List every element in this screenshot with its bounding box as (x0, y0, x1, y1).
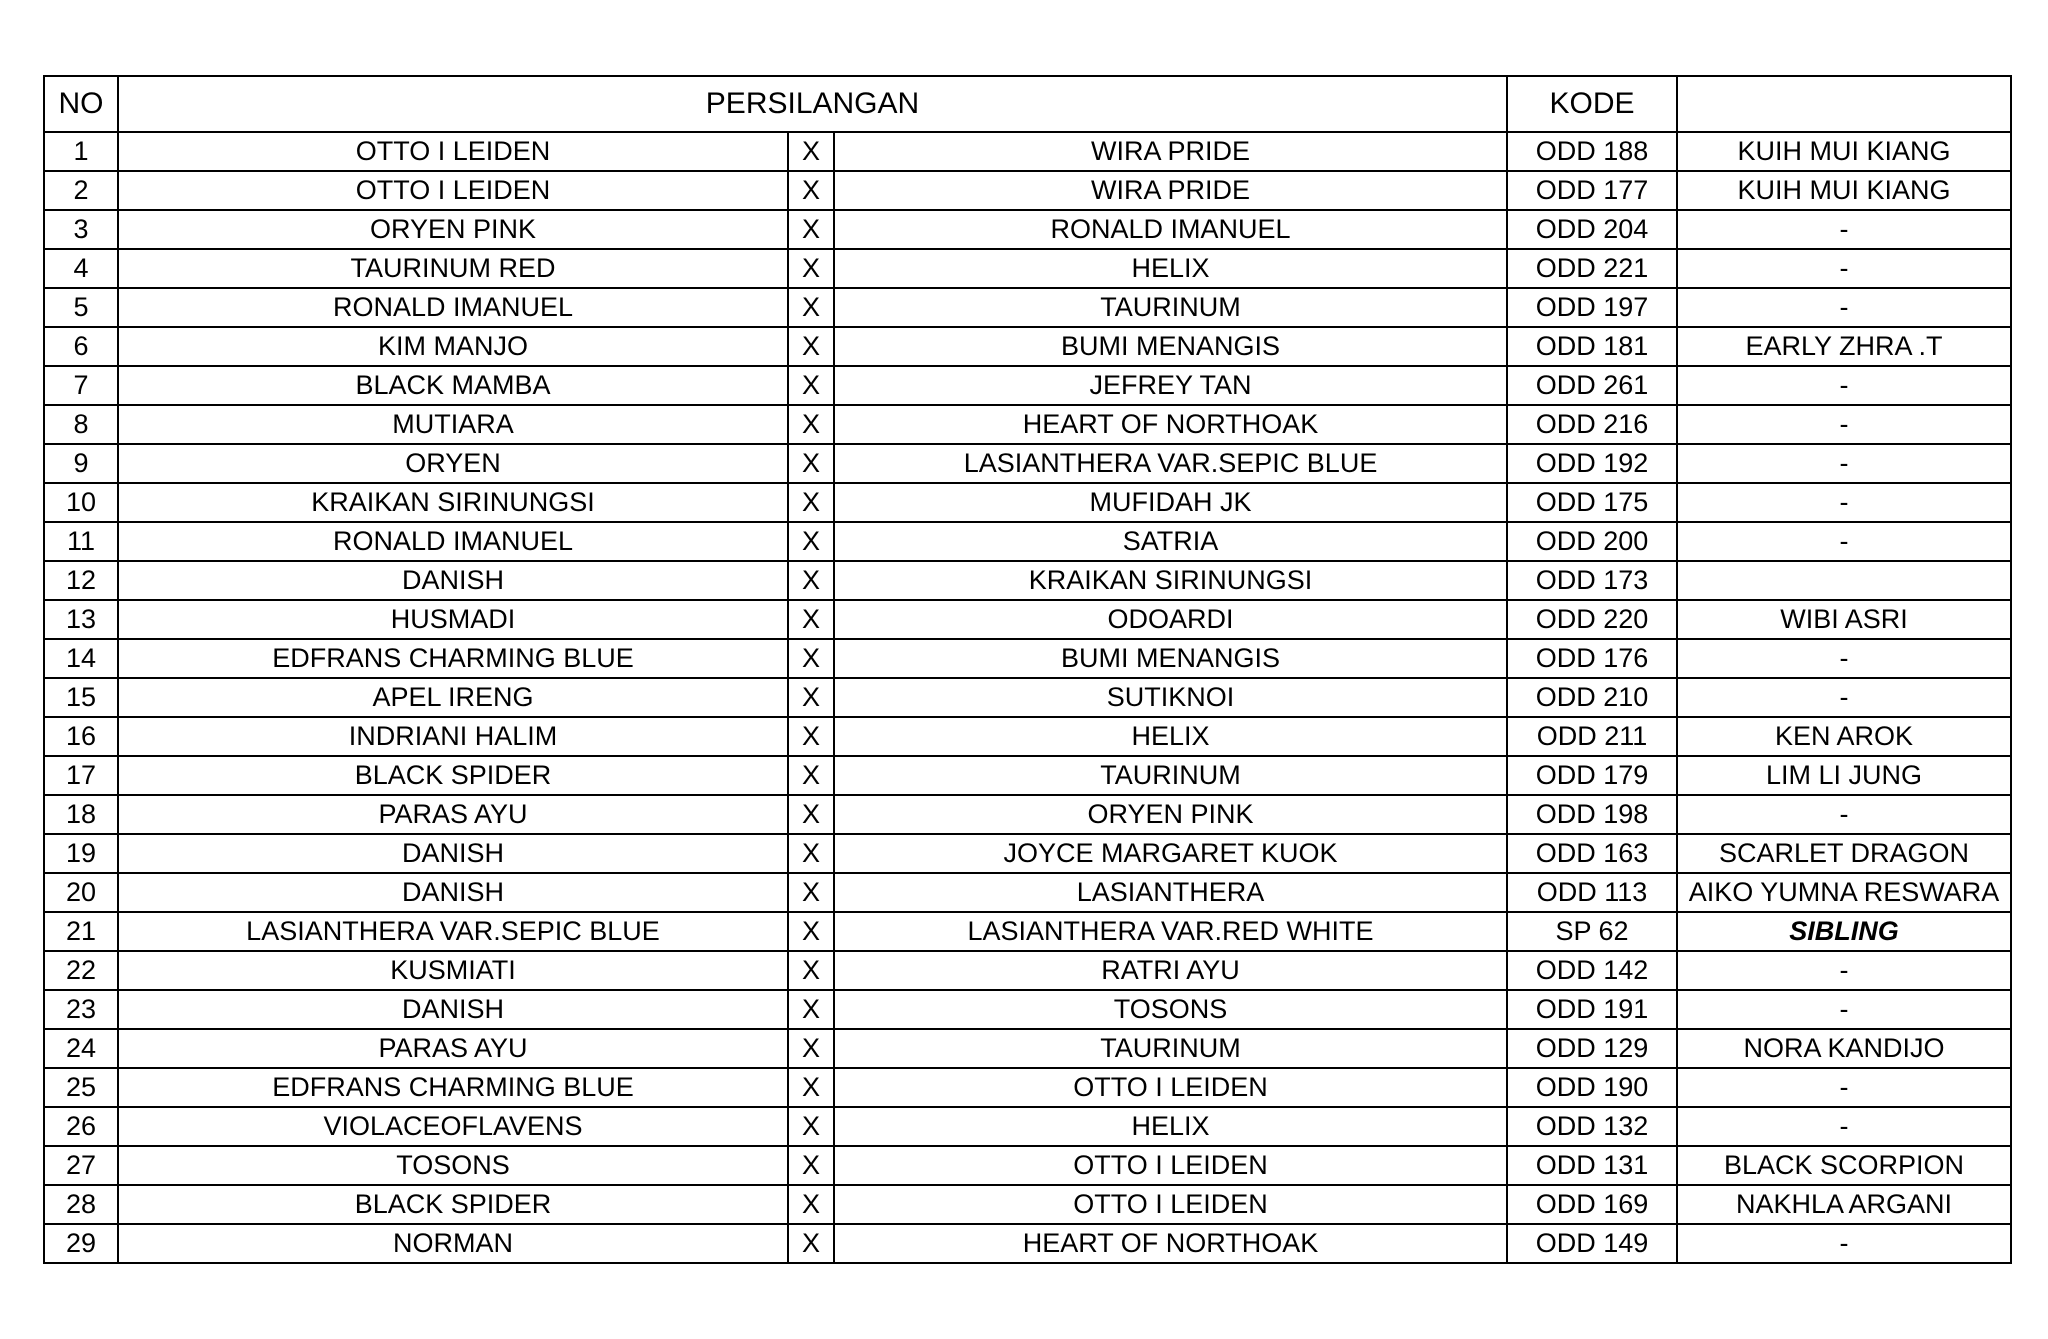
row-number: 14 (44, 639, 118, 678)
table-row (44, 522, 2011, 561)
cross-marker: X (788, 834, 834, 873)
cross-marker: X (788, 1224, 834, 1263)
row-number: 12 (44, 561, 118, 600)
row-number: 2 (44, 171, 118, 210)
parent-b-cell: RATRI AYU (834, 951, 1507, 990)
row-number: 25 (44, 1068, 118, 1107)
parent-b-cell: KRAIKAN SIRINUNGSI (834, 561, 1507, 600)
parent-a-cell: DANISH (118, 834, 788, 873)
note-cell: NORA KANDIJO (1677, 1029, 2011, 1068)
parent-a-cell: DANISH (118, 873, 788, 912)
row-number: 29 (44, 1224, 118, 1263)
parent-b-cell: TAURINUM (834, 288, 1507, 327)
kode-cell: ODD 261 (1507, 366, 1677, 405)
kode-cell: ODD 179 (1507, 756, 1677, 795)
parent-a-cell: OTTO I LEIDEN (118, 171, 788, 210)
parent-a-cell: MUTIARA (118, 405, 788, 444)
kode-cell: ODD 220 (1507, 600, 1677, 639)
row-number: 16 (44, 717, 118, 756)
parent-a-cell: RONALD IMANUEL (118, 522, 788, 561)
row-number: 4 (44, 249, 118, 288)
row-number: 20 (44, 873, 118, 912)
note-cell: - (1677, 249, 2011, 288)
table-row (44, 834, 2011, 873)
parent-b-cell: SUTIKNOI (834, 678, 1507, 717)
parent-a-cell: DANISH (118, 561, 788, 600)
table-row (44, 444, 2011, 483)
crossing-table (43, 75, 2012, 1264)
parent-b-cell: MUFIDAH JK (834, 483, 1507, 522)
note-cell: - (1677, 483, 2011, 522)
note-cell (1677, 561, 2011, 600)
parent-b-cell: WIRA PRIDE (834, 132, 1507, 171)
kode-cell: ODD 149 (1507, 1224, 1677, 1263)
parent-b-cell: HELIX (834, 1107, 1507, 1146)
parent-a-cell: VIOLACEOFLAVENS (118, 1107, 788, 1146)
parent-a-cell: PARAS AYU (118, 1029, 788, 1068)
kode-cell: ODD 142 (1507, 951, 1677, 990)
note-cell: - (1677, 288, 2011, 327)
note-cell: SIBLING (1677, 912, 2011, 951)
row-number: 18 (44, 795, 118, 834)
table-row (44, 678, 2011, 717)
row-number: 3 (44, 210, 118, 249)
cross-marker: X (788, 1185, 834, 1224)
table-row (44, 873, 2011, 912)
table-row (44, 483, 2011, 522)
table-row (44, 1224, 2011, 1263)
row-number: 19 (44, 834, 118, 873)
note-cell: - (1677, 1107, 2011, 1146)
cross-marker: X (788, 951, 834, 990)
parent-a-cell: KRAIKAN SIRINUNGSI (118, 483, 788, 522)
note-cell: KUIH MUI KIANG (1677, 171, 2011, 210)
cross-marker: X (788, 444, 834, 483)
parent-b-cell: HEART OF NORTHOAK (834, 405, 1507, 444)
cross-marker: X (788, 522, 834, 561)
parent-b-cell: BUMI MENANGIS (834, 327, 1507, 366)
parent-a-cell: PARAS AYU (118, 795, 788, 834)
kode-cell: ODD 192 (1507, 444, 1677, 483)
kode-cell: ODD 129 (1507, 1029, 1677, 1068)
parent-b-cell: BUMI MENANGIS (834, 639, 1507, 678)
cross-marker: X (788, 405, 834, 444)
table-row (44, 249, 2011, 288)
parent-a-cell: KUSMIATI (118, 951, 788, 990)
row-number: 13 (44, 600, 118, 639)
kode-cell: ODD 211 (1507, 717, 1677, 756)
table-row (44, 366, 2011, 405)
parent-a-cell: EDFRANS CHARMING BLUE (118, 639, 788, 678)
cross-marker: X (788, 1107, 834, 1146)
table-row (44, 639, 2011, 678)
row-number: 6 (44, 327, 118, 366)
note-cell: - (1677, 444, 2011, 483)
note-cell: - (1677, 951, 2011, 990)
parent-a-cell: TAURINUM RED (118, 249, 788, 288)
row-number: 27 (44, 1146, 118, 1185)
parent-a-cell: KIM MANJO (118, 327, 788, 366)
parent-a-cell: APEL IRENG (118, 678, 788, 717)
note-cell: - (1677, 795, 2011, 834)
cross-marker: X (788, 756, 834, 795)
parent-b-cell: JEFREY TAN (834, 366, 1507, 405)
header-no: NO (44, 76, 118, 132)
kode-cell: ODD 221 (1507, 249, 1677, 288)
parent-a-cell: DANISH (118, 990, 788, 1029)
cross-marker: X (788, 366, 834, 405)
table-row (44, 1029, 2011, 1068)
cross-marker: X (788, 1068, 834, 1107)
table-row (44, 795, 2011, 834)
note-cell: - (1677, 366, 2011, 405)
row-number: 1 (44, 132, 118, 171)
parent-b-cell: LASIANTHERA (834, 873, 1507, 912)
table-row (44, 600, 2011, 639)
kode-cell: ODD 176 (1507, 639, 1677, 678)
row-number: 9 (44, 444, 118, 483)
table-row (44, 132, 2011, 171)
note-cell: - (1677, 639, 2011, 678)
header-row (44, 76, 2011, 132)
kode-cell: ODD 198 (1507, 795, 1677, 834)
row-number: 11 (44, 522, 118, 561)
note-cell: - (1677, 210, 2011, 249)
note-cell: EARLY ZHRA .T (1677, 327, 2011, 366)
note-cell: BLACK SCORPION (1677, 1146, 2011, 1185)
parent-a-cell: INDRIANI HALIM (118, 717, 788, 756)
table-row (44, 210, 2011, 249)
parent-b-cell: OTTO I LEIDEN (834, 1146, 1507, 1185)
cross-marker: X (788, 483, 834, 522)
note-cell: WIBI ASRI (1677, 600, 2011, 639)
cross-marker: X (788, 249, 834, 288)
table-row (44, 1146, 2011, 1185)
kode-cell: ODD 173 (1507, 561, 1677, 600)
cross-marker: X (788, 288, 834, 327)
note-cell: SCARLET DRAGON (1677, 834, 2011, 873)
table-row (44, 1068, 2011, 1107)
parent-a-cell: NORMAN (118, 1224, 788, 1263)
note-cell: - (1677, 405, 2011, 444)
parent-b-cell: LASIANTHERA VAR.RED WHITE (834, 912, 1507, 951)
cross-marker: X (788, 327, 834, 366)
parent-a-cell: LASIANTHERA VAR.SEPIC BLUE (118, 912, 788, 951)
parent-b-cell: JOYCE MARGARET KUOK (834, 834, 1507, 873)
parent-a-cell: ORYEN PINK (118, 210, 788, 249)
parent-b-cell: ODOARDI (834, 600, 1507, 639)
kode-cell: ODD 181 (1507, 327, 1677, 366)
kode-cell: ODD 132 (1507, 1107, 1677, 1146)
kode-cell: ODD 177 (1507, 171, 1677, 210)
row-number: 21 (44, 912, 118, 951)
header-note (1677, 76, 2011, 132)
note-cell: - (1677, 990, 2011, 1029)
parent-b-cell: TAURINUM (834, 756, 1507, 795)
note-cell: KEN AROK (1677, 717, 2011, 756)
table-row (44, 951, 2011, 990)
table-row (44, 1185, 2011, 1224)
row-number: 22 (44, 951, 118, 990)
table-body (44, 132, 2011, 1263)
header-persilangan: PERSILANGAN (118, 76, 1507, 132)
cross-marker: X (788, 717, 834, 756)
parent-b-cell: OTTO I LEIDEN (834, 1068, 1507, 1107)
kode-cell: ODD 163 (1507, 834, 1677, 873)
row-number: 15 (44, 678, 118, 717)
row-number: 28 (44, 1185, 118, 1224)
note-cell: - (1677, 678, 2011, 717)
parent-b-cell: ORYEN PINK (834, 795, 1507, 834)
kode-cell: ODD 131 (1507, 1146, 1677, 1185)
parent-b-cell: HEART OF NORTHOAK (834, 1224, 1507, 1263)
cross-marker: X (788, 678, 834, 717)
row-number: 23 (44, 990, 118, 1029)
parent-b-cell: SATRIA (834, 522, 1507, 561)
row-number: 17 (44, 756, 118, 795)
parent-a-cell: TOSONS (118, 1146, 788, 1185)
table-row (44, 288, 2011, 327)
cross-marker: X (788, 912, 834, 951)
row-number: 26 (44, 1107, 118, 1146)
row-number: 8 (44, 405, 118, 444)
parent-b-cell: HELIX (834, 249, 1507, 288)
kode-cell: SP 62 (1507, 912, 1677, 951)
kode-cell: ODD 113 (1507, 873, 1677, 912)
kode-cell: ODD 191 (1507, 990, 1677, 1029)
note-cell: KUIH MUI KIANG (1677, 132, 2011, 171)
parent-a-cell: OTTO I LEIDEN (118, 132, 788, 171)
kode-cell: ODD 216 (1507, 405, 1677, 444)
parent-b-cell: RONALD IMANUEL (834, 210, 1507, 249)
note-cell: - (1677, 1068, 2011, 1107)
parent-a-cell: HUSMADI (118, 600, 788, 639)
parent-a-cell: BLACK MAMBA (118, 366, 788, 405)
note-cell: - (1677, 522, 2011, 561)
cross-marker: X (788, 795, 834, 834)
table-row (44, 990, 2011, 1029)
cross-marker: X (788, 1146, 834, 1185)
parent-a-cell: ORYEN (118, 444, 788, 483)
note-cell: AIKO YUMNA RESWARA (1677, 873, 2011, 912)
row-number: 5 (44, 288, 118, 327)
row-number: 7 (44, 366, 118, 405)
cross-marker: X (788, 639, 834, 678)
cross-marker: X (788, 171, 834, 210)
cross-marker: X (788, 132, 834, 171)
parent-b-cell: HELIX (834, 717, 1507, 756)
parent-a-cell: BLACK SPIDER (118, 1185, 788, 1224)
kode-cell: ODD 188 (1507, 132, 1677, 171)
kode-cell: ODD 175 (1507, 483, 1677, 522)
table-header (44, 76, 2011, 132)
note-cell: NAKHLA ARGANI (1677, 1185, 2011, 1224)
parent-b-cell: OTTO I LEIDEN (834, 1185, 1507, 1224)
row-number: 24 (44, 1029, 118, 1068)
table-row (44, 717, 2011, 756)
parent-a-cell: EDFRANS CHARMING BLUE (118, 1068, 788, 1107)
row-number: 10 (44, 483, 118, 522)
table-row (44, 912, 2011, 951)
parent-b-cell: LASIANTHERA VAR.SEPIC BLUE (834, 444, 1507, 483)
parent-b-cell: TOSONS (834, 990, 1507, 1029)
kode-cell: ODD 169 (1507, 1185, 1677, 1224)
kode-cell: ODD 204 (1507, 210, 1677, 249)
parent-a-cell: BLACK SPIDER (118, 756, 788, 795)
cross-marker: X (788, 1029, 834, 1068)
kode-cell: ODD 197 (1507, 288, 1677, 327)
crossing-sheet (43, 75, 2012, 1264)
note-cell: - (1677, 1224, 2011, 1263)
table-row (44, 756, 2011, 795)
note-cell: LIM LI JUNG (1677, 756, 2011, 795)
table-row (44, 405, 2011, 444)
kode-cell: ODD 190 (1507, 1068, 1677, 1107)
table-row (44, 561, 2011, 600)
header-kode: KODE (1507, 76, 1677, 132)
table-row (44, 171, 2011, 210)
cross-marker: X (788, 600, 834, 639)
table-row (44, 327, 2011, 366)
cross-marker: X (788, 990, 834, 1029)
parent-b-cell: TAURINUM (834, 1029, 1507, 1068)
cross-marker: X (788, 561, 834, 600)
table-row (44, 1107, 2011, 1146)
kode-cell: ODD 200 (1507, 522, 1677, 561)
cross-marker: X (788, 873, 834, 912)
parent-a-cell: RONALD IMANUEL (118, 288, 788, 327)
parent-b-cell: WIRA PRIDE (834, 171, 1507, 210)
cross-marker: X (788, 210, 834, 249)
kode-cell: ODD 210 (1507, 678, 1677, 717)
